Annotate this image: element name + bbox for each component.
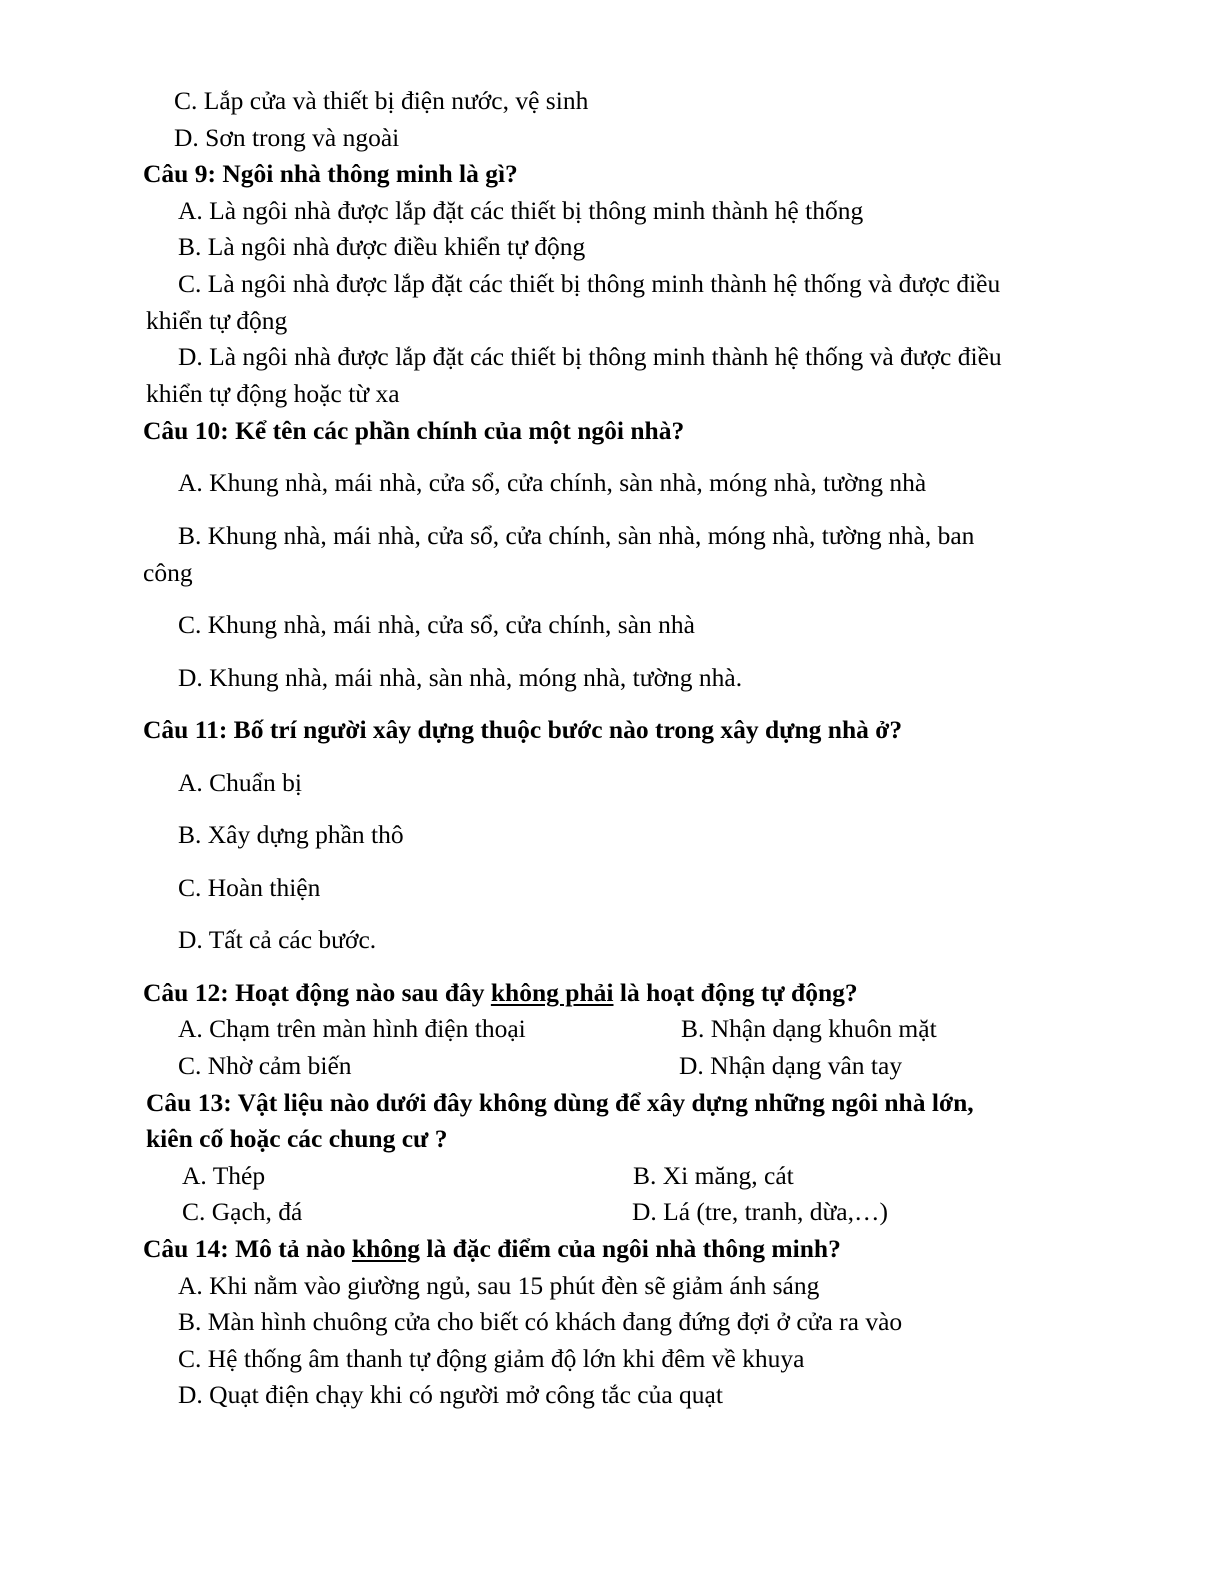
q9-option-d-line2: khiển tự động hoặc từ xa [146,379,400,408]
q10-option-a: A. Khung nhà, mái nhà, cửa sổ, cửa chính, sàn nhà, móng nhà, tường nhà [178,468,927,497]
q12-title-pre: Câu 12: Hoạt động nào sau đây [143,978,491,1007]
question-13-title-line2: kiên cố hoặc các chung cư ? [146,1124,448,1153]
question-9-title: Câu 9: Ngôi nhà thông minh là gì? [143,159,518,188]
q9-option-c-line2: khiển tự động [146,306,288,335]
q12-title-emphasis: không phải [490,978,614,1007]
q14-title-post: là đặc điểm của ngôi nhà thông minh? [420,1234,841,1263]
q13-option-a: A. Thép [182,1161,266,1190]
q14-title-pre: Câu 14: Mô tả nào [143,1234,352,1263]
q9-option-a: A. Là ngôi nhà được lắp đặt các thiết bị thông minh thành hệ thống [178,196,864,225]
q9-option-d-line1: D. Là ngôi nhà được lắp đặt các thiết bị thông minh thành hệ thống và được điều [178,342,1002,371]
q9-option-b: B. Là ngôi nhà được điều khiển tự động [178,232,586,261]
question-12-title [143,978,858,1008]
q13-option-b: B. Xi măng, cát [633,1161,794,1190]
q11-option-b: B. Xây dựng phần thô [178,820,404,849]
q12-title-post: là hoạt động tự động? [613,978,858,1007]
q13-option-c: C. Gạch, đá [182,1197,303,1226]
question-11-title: Câu 11: Bố trí người xây dựng thuộc bước nào trong xây dựng nhà ở? [143,715,903,744]
q10-option-c: C. Khung nhà, mái nhà, cửa sổ, cửa chính, sàn nhà [178,610,695,639]
q12-option-d: D. Nhận dạng vân tay [679,1051,903,1080]
q14-option-b: B. Màn hình chuông cửa cho biết có khách đang đứng đợi ở cửa ra vào [178,1307,903,1336]
q10-option-d: D. Khung nhà, mái nhà, sàn nhà, móng nhà, tường nhà. [178,663,743,692]
q12-option-c: C. Nhờ cảm biến [178,1051,352,1080]
q12-option-b: B. Nhận dạng khuôn mặt [681,1014,937,1043]
q14-option-c: C. Hệ thống âm thanh tự động giảm độ lớn khi đêm về khuya [178,1344,805,1373]
q10-option-b-line2: công [143,558,193,587]
question-13-title-line1: Câu 13: Vật liệu nào dưới đây không dùng để xây dựng những ngôi nhà lớn, [146,1088,974,1117]
q9-option-c-line1: C. Là ngôi nhà được lắp đặt các thiết bị thông minh thành hệ thống và được điều [178,269,1001,298]
q12-option-a: A. Chạm trên màn hình điện thoại [178,1014,526,1043]
q13-option-d: D. Lá (tre, tranh, dừa,…) [632,1197,888,1226]
option-d: D. Sơn trong và ngoài [174,123,400,152]
q11-option-a: A. Chuẩn bị [178,768,302,797]
q14-title-emphasis: không [351,1234,421,1263]
question-14-title [143,1234,841,1264]
q11-option-c: C. Hoàn thiện [178,873,321,902]
q10-option-b-line1: B. Khung nhà, mái nhà, cửa sổ, cửa chính, sàn nhà, móng nhà, tường nhà, ban [178,521,975,550]
question-10-title: Câu 10: Kể tên các phần chính của một ngôi nhà? [143,416,685,445]
q11-option-d: D. Tất cả các bước. [178,925,377,954]
q14-option-d: D. Quạt điện chạy khi có người mở công tắc của quạt [178,1380,723,1409]
option-c: C. Lắp cửa và thiết bị điện nước, vệ sinh [174,86,589,115]
q14-option-a: A. Khi nằm vào giường ngủ, sau 15 phút đèn sẽ giảm ánh sáng [178,1271,820,1300]
